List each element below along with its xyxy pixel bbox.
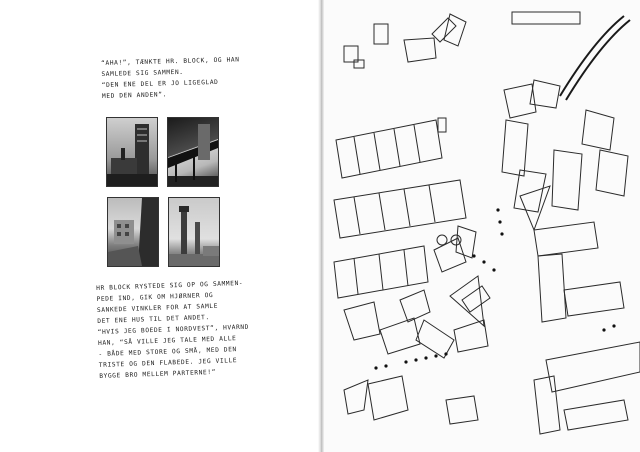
text-line: DET ENE HUS TIL DET ANDET. — [97, 314, 210, 325]
text-line: SAMLEDE SIG SAMMEN. — [101, 68, 184, 78]
handwritten-intro-text — [101, 54, 241, 102]
plan-building — [354, 60, 364, 68]
text-line: “HVIS JEG BOEDE I NORDVEST”, HVARND — [97, 323, 250, 336]
plan-building — [462, 286, 490, 312]
text-line: TRISTE OG DEN FLABEDE. JEG VILLE — [98, 357, 238, 369]
plan-building — [374, 24, 388, 44]
plan-building — [564, 400, 628, 430]
plan-building — [502, 120, 528, 176]
photo-street-corner — [107, 197, 159, 267]
plan-building — [512, 12, 580, 24]
plan-building — [446, 396, 478, 424]
plan-building — [434, 238, 466, 272]
text-line: BYGGE BRO MELLEM PARTERNE!” — [99, 368, 217, 380]
plan-plaza — [450, 276, 484, 326]
plan-building — [596, 150, 628, 196]
text-line: SANKEDE VINKLER FOR AT SAMLE — [96, 302, 219, 314]
text-line: “AHA!”, TÆNKTE HR. BLOCK, OG HAN — [101, 56, 240, 67]
text-line: - BÅDE MED STORE OG SMÅ, MED DEN — [98, 346, 237, 358]
handwritten-story-text — [96, 278, 251, 382]
plan-building — [344, 302, 380, 340]
plan-building — [504, 84, 536, 118]
right-page — [324, 0, 640, 452]
plan-building — [344, 380, 368, 414]
plan-building — [416, 320, 454, 358]
photo-railway-bridge — [167, 117, 219, 187]
plan-building — [538, 254, 566, 322]
plan-building — [404, 38, 436, 62]
text-line: “DEN ENE DEL ER JO LIGEGLAD — [101, 78, 219, 89]
site-plan-figure — [324, 0, 640, 452]
plan-building — [564, 282, 624, 316]
photo-chimney-tower — [168, 197, 220, 267]
plan-building — [334, 180, 466, 238]
plan-building — [400, 290, 430, 322]
plan-building — [534, 376, 560, 434]
plan-building — [336, 120, 442, 178]
plan-building — [368, 376, 408, 420]
plan-building — [380, 318, 420, 354]
plan-plaza — [520, 186, 550, 230]
plan-building — [546, 342, 640, 392]
plan-building — [514, 170, 546, 212]
text-line: MED DEN ANDEN”. — [101, 91, 167, 100]
plan-building — [582, 110, 614, 150]
text-line: PEDE IND, GIK OM HJØRNER OG — [96, 291, 214, 303]
plan-building — [552, 150, 582, 210]
plan-building — [534, 222, 598, 256]
text-line: HAN, “SÅ VILLE JEG TALE MED ALLE — [97, 335, 237, 347]
text-line: HR BLOCK RYSTEDE SIG OP OG SAMMEN- — [96, 279, 244, 292]
plan-railway — [560, 16, 624, 96]
photo-industrial-tower — [106, 117, 158, 187]
plan-trees — [374, 208, 615, 369]
